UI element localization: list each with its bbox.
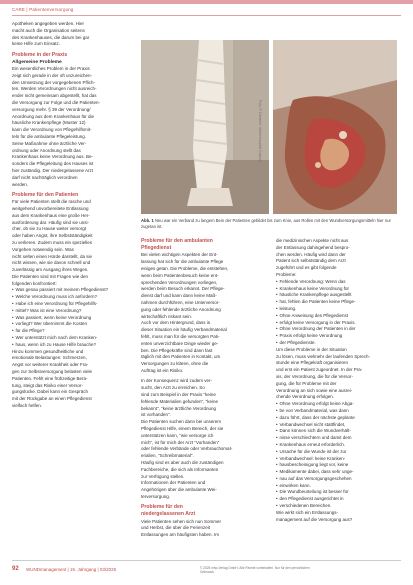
- body-line: ordnung oder Anordnung stellt das: [12, 147, 81, 153]
- bullet-line: • Medikamente dabei, dass sehr unge-: [276, 469, 401, 476]
- body-line: fehlt, muss man für die versorgten Pati-: [141, 333, 220, 339]
- figure-photos: [141, 40, 403, 214]
- bullet-line: • einwirken kann.: [276, 483, 401, 490]
- photo-credit: [258, 100, 262, 170]
- body-line: Probleme:: [276, 271, 297, 277]
- body-line: erialien, "Schreibmaterial".: [141, 453, 194, 459]
- body-line: In der Konsequenz wird zudem ver-: [141, 378, 213, 384]
- footer-divider: [12, 560, 401, 561]
- body-line: dieser Situation ein häufig Verbandmaterial: [141, 327, 227, 333]
- body-line: Die Patienten suchen dann bei unserem: [141, 419, 222, 425]
- body-line: zu lösen, muss vielmehr der laufenden Sprech-: [276, 353, 371, 359]
- bullet-line: • Wer unterstützt mich nach dem Kranken-: [12, 335, 129, 342]
- body-line: chende Verordnung erfolgen.: [276, 394, 335, 400]
- body-line: enten unverzichtbare Dinge wieder ge-: [141, 340, 219, 346]
- body-line: darf nicht nachträglich verordnen: [12, 174, 78, 180]
- body-line: lassung hat sich für die ambulante Pflege: [141, 259, 224, 265]
- body-line: den Umsetzung der vorgegebenen Pflich-: [12, 79, 96, 85]
- header-separator: |: [26, 7, 28, 12]
- body-line: Krankenhaus keine Verordnung aus. Be-: [12, 154, 94, 160]
- body-line: kann die Verordnung von Pflegehilfsmit-: [12, 127, 92, 133]
- body-line: bekannt", "keine ärztliche Verordnung: [141, 405, 216, 411]
- bullet-line: • Welche Verordnung muss ich anfordern?: [12, 294, 129, 301]
- bullet-line: • den Pflegedienst ausgerichtet in: [276, 496, 401, 503]
- body-line: Die Patienten sind mit Fragen wie den: [12, 273, 89, 279]
- bullet-line: • Ohne Anweisung des Pflegedienst: [276, 313, 401, 320]
- column-3: [276, 238, 401, 523]
- body-line: Versorgungen zu klären, ohne die: [141, 361, 209, 367]
- bullet-line: • be von Verbandmaterial, was dann: [276, 408, 401, 415]
- body-line: Anordnung aus dem Krankenhaus für die: [12, 113, 95, 119]
- header-topic: Patientenversorgung: [29, 7, 74, 12]
- body-line: zuverlässig am Ausgang ihres Weges.: [12, 267, 89, 273]
- body-line: Angehörigen über die ambulante Wei-: [141, 487, 217, 493]
- bullet-line: • Verbandwechsel nicht stattfindet,: [276, 422, 401, 429]
- body-line: Informationen der Patienten und: [141, 480, 206, 486]
- bullet-line: • häusliche Krankenpflege ausgestellt: [276, 292, 401, 299]
- photo-wound-close-up: [273, 40, 397, 214]
- body-line: täglich mit den Patienten in Kontakt, um: [141, 354, 221, 360]
- body-line: Auch vor dem Hintergrund, dass in: [141, 320, 211, 326]
- bullet-list: [276, 401, 401, 510]
- body-line: sind zum Beispiel in der Praxis "keine: [141, 391, 216, 397]
- body-line: Wie wirkt sich ein Entlassungs-: [276, 509, 339, 515]
- body-line: gungslücke. Dabei kann ein Gespräch: [12, 389, 89, 395]
- body-line: versorgung mehr. § 39 der Verordnung/: [12, 106, 91, 112]
- body-line: ten. Werden Verordnungen nicht ausreich-: [12, 86, 97, 92]
- journal-info: WUNDmanagement | 19. Jahrgang | 03/2025: [26, 567, 117, 572]
- bullet-line: • Habe ich eine Verordnung für Pflegehilfs-: [12, 301, 129, 308]
- body-line: oder fehlende Verbände oder Verbrauchsmat-: [141, 446, 233, 452]
- body-line: und Herbst, die über die Ferienzeit: [141, 525, 211, 531]
- body-line: Um diese Probleme in der Situation: [276, 346, 347, 352]
- bullet-line: • Was genau passiert mit meinem Pflegedienst?: [12, 287, 129, 294]
- body-line: Patienten. Fehlt eine frühzeitige Bera-: [12, 375, 88, 381]
- bullet-line: • nisse verschlechtern und damit dem: [276, 435, 401, 442]
- body-line: des Krankenhauses, die darum bei gar: [12, 34, 90, 40]
- body-line: vielfach helfen.: [12, 403, 43, 409]
- body-line: ausforderung dar. Häufig sind sie unsi-: [12, 219, 90, 225]
- body-line: zu verlieren. Zudem muss ein spezielles: [12, 239, 93, 245]
- body-line: stunde eine Pflegekraft organisieren: [276, 360, 349, 366]
- body-line: gung, die für Probleme mit der: [276, 380, 337, 386]
- body-line: zeigt sich gerade in der oft unzureichen-: [12, 72, 93, 78]
- body-line: mit der Rückgabe an einen Pflegedienst: [12, 396, 92, 402]
- section-heading-practice-problems: Probleme in der Praxis: [12, 51, 68, 58]
- body-line: Fachbereiche, die sich als Informanten: [141, 466, 219, 472]
- caption-label: Abb. 1: [141, 218, 154, 223]
- body-line: sprechenden Verordnungen vorliegen,: [141, 279, 218, 285]
- body-line: oder haben Angst, ihre Selbstständigkeit: [12, 233, 93, 239]
- body-line: sonders die Pflegeleitung des Hauses ist: [12, 161, 94, 167]
- bullet-list: [276, 279, 401, 347]
- body-line: werden.: [12, 181, 29, 187]
- body-line: teln für die ambulante Pflegeleistung.: [12, 133, 87, 139]
- body-line: weitgehend unvorbereitete Entlassung: [12, 205, 89, 211]
- body-line: häusliche Krankenpflege (Muster 12): [12, 120, 86, 126]
- photo-bandaged-leg: [141, 40, 269, 214]
- body-line: Angst vor weiterer Krankheit oder Fra-: [12, 362, 89, 368]
- body-line: zugeführt und es gibt folgende: [276, 265, 337, 271]
- bullet-line: • Krankenhaus keine Verordnung für: [276, 286, 401, 293]
- body-line: aus dem Krankenhaus eine große Her-: [12, 212, 90, 218]
- bullet-line: • Ursache für die Wunde ist der zur: [276, 449, 401, 456]
- bullet-line: • mittel? Was ist eine Verordnung?: [12, 308, 129, 315]
- body-line: mich", ist für mich der Arzt "Vorhanden": [141, 439, 220, 445]
- bullet-line: • haus, wenn ich zu Hause Hilfe brauche?: [12, 342, 129, 349]
- body-line: der Entlassung dahingehend bespro-: [276, 244, 350, 250]
- bullet-line: • Ohne Verordnung der Patienten in der: [276, 326, 401, 333]
- body-line: nahmen durchführen, eine Unterversor-: [141, 299, 220, 305]
- body-line: wenn beim Patientenbesuch keine ent-: [141, 272, 219, 278]
- body-line: tung, steigt das Risiko einer Versor-: [12, 382, 84, 388]
- bullet-line: • dazu führt, dass der nächste geplante: [276, 415, 401, 422]
- bullet-line: • Ohne Verordnung erfolgt keine Abga-: [276, 401, 401, 408]
- photo-bandaged-leg-graphic: [141, 40, 269, 214]
- body-line: Patient sich selbstständig dem Arzt: [276, 258, 346, 264]
- bullet-line: • verschiedenen Bereichen.: [276, 503, 401, 510]
- bullet-line: • leistung.: [276, 306, 401, 313]
- body-line: ender nicht gemeinsam abgestellt, hat das: [12, 93, 97, 99]
- body-line: einiges getan. Die Probleme, die entstehen,: [141, 266, 229, 271]
- bullet-line: • Dann können sich die Wundverhält-: [276, 428, 401, 435]
- bullet-line: • hausbescheinigung liegt vor, keine: [276, 462, 401, 469]
- body-line: Seine Maßnahme ohne ärztliche Ver-: [12, 140, 87, 146]
- body-line: werden beim Besuch erkannt. Der Pflege-: [141, 286, 225, 292]
- body-line: keine Hilfe zum Einsatz.: [12, 41, 61, 47]
- body-line: Bei vielen wichtigen Aspekten der Ent-: [141, 252, 218, 258]
- section-heading-patient-problems: Probleme für den Patienten: [12, 191, 79, 198]
- bullet-line: • Die Wundbeurteilung ist besser für: [276, 489, 401, 496]
- body-line: management auf die Versorgung aus?: [276, 516, 353, 522]
- body-line: macht auch die Organisation seitens: [12, 27, 85, 33]
- section-heading-ambulant-care: Probleme für den ambulanten: [141, 238, 213, 244]
- body-line: emotionale Belastungen: Schmerzen,: [12, 355, 87, 361]
- bullet-list: [12, 287, 129, 348]
- body-line: dienst darf und kann dann keine Maß-: [141, 293, 217, 299]
- body-line: nicht wissen, wie sie davon schnell und: [12, 260, 91, 266]
- body-line: Pflegedienst Hilfe, einem Bereich, der sie: [141, 425, 224, 431]
- bullet-line: • Verbandwechsel: keine Kranken-: [276, 456, 401, 463]
- body-line: die medizinischen Aspekte nicht aus: [276, 238, 349, 243]
- header-divider: [12, 15, 401, 16]
- body-line: ist vorhanden".: [141, 412, 171, 418]
- body-line: Ein wesentliches Problem in der Praxis: [12, 65, 90, 71]
- section-heading-physician: Probleme für den: [141, 504, 183, 511]
- body-line: folgenden konfrontiert:: [12, 280, 57, 286]
- body-line: die Versorgung zur Folge und die Patienten-: [12, 99, 101, 105]
- bullet-line: • hat, fehlen die Patienten keine Pflege-: [276, 299, 401, 306]
- body-line: unterstützen kann, "wie versorge ich: [141, 432, 214, 438]
- bullet-line: • Fehlende Verordnung: Wenn das: [276, 279, 401, 286]
- body-line: chen werden. Häufig wird dann der: [276, 251, 346, 257]
- bullet-line: • Was passiert, wenn keine Verordnung: [12, 315, 129, 322]
- body-line: wirtschaftlich riskant sein.: [141, 313, 193, 319]
- body-line: Auftrag ist ein Risiko.: [141, 367, 184, 373]
- body-line: Vorgehen notwendig sein. Was: [12, 246, 74, 252]
- subheading-general-problems: Allgemeine Probleme: [12, 59, 62, 65]
- body-line: terversorgung.: [141, 493, 171, 499]
- running-header: [12, 7, 74, 12]
- body-line: xis, der Verordnung, die für die Versor-: [276, 373, 354, 379]
- body-line: hier zuständig. Der niedergelassene Arzt: [12, 167, 94, 173]
- body-line: zur Verfügung stellen.: [141, 473, 185, 479]
- body-line: Apotheken angegeben werden. Hier: [12, 21, 85, 26]
- body-line: gen zur Selbstversorgung belasten viele: [12, 369, 93, 375]
- copyright-notice: © 2025 mhp-Verlag GmbH. Alle Rechte vorbehalten. Nur für den persönlichen Gebrauch.: [200, 566, 310, 575]
- bullet-line: • Krankenhaus erneut erforderlich.: [276, 442, 401, 449]
- column-2: [141, 238, 265, 539]
- bullet-line: • nau auf das Versorgungsgeschehen: [276, 476, 401, 483]
- body-line: Entlassungen am häufigsten haben. Im: [141, 532, 220, 538]
- page-number: 92: [12, 566, 19, 572]
- header-accent-bar: [0, 0, 413, 4]
- body-line: nicht selten einen Hürde darstellt, da sie: [12, 253, 93, 259]
- body-line: Hinzu kommen gesundheitliche und: [12, 348, 84, 354]
- bullet-line: • für die Pflege?: [12, 328, 129, 335]
- bullet-line: • der Pflegedienste.: [276, 340, 401, 347]
- section-heading-ambulant-care-cont: Pflegedienst: [141, 245, 172, 252]
- bullet-line: • erfolgt keine Versorgung in der Praxis.: [276, 320, 401, 327]
- bullet-line: • vorliegt? Wer übernimmt die Kosten: [12, 321, 129, 328]
- body-line: Viele Patienten sehen sich nun Sommer: [141, 518, 221, 524]
- column-1: [12, 21, 129, 410]
- body-line: fehlende Materialien gefunden", "keine: [141, 398, 218, 404]
- body-line: cher, ob sie zu Hause weiter versorgt: [12, 226, 87, 232]
- photo-credit-text: Foto: F. Demmer; Marienhospital Castrop: [258, 100, 262, 162]
- body-line: ben. Die Pflegekräfte sind dann fast: [141, 347, 213, 353]
- caption-text: Neu war ein Verband zu langem Bein der Patienten gebildet bis zum Knie, aus Rollen mit den Wundversorgungsmitteln hier nur zugetan ist.: [141, 218, 391, 229]
- body-line: Für viele Patienten stellt die rasche und: [12, 199, 91, 205]
- body-line: und erst ein Patient zugeordnet. In der Pra-: [276, 367, 363, 373]
- body-line: gung oder fehlende ärztliche Anordnung: [141, 306, 221, 312]
- section-heading-physician-cont: niedergelassenen Arzt: [141, 511, 196, 518]
- photo-wound-close-up-graphic: [273, 40, 397, 214]
- body-line: sucht, den Arzt zu erreichen. So: [141, 385, 205, 391]
- figure-caption: [141, 218, 401, 230]
- body-line: Häufig sind es aber auch die zuständigen: [141, 459, 224, 465]
- body-line: Verordnung an sich sowie eine ausrei-: [276, 387, 353, 393]
- header-section: CARE: [12, 7, 25, 12]
- bullet-line: • Praxis erfolgt keine Verordnung: [276, 333, 401, 340]
